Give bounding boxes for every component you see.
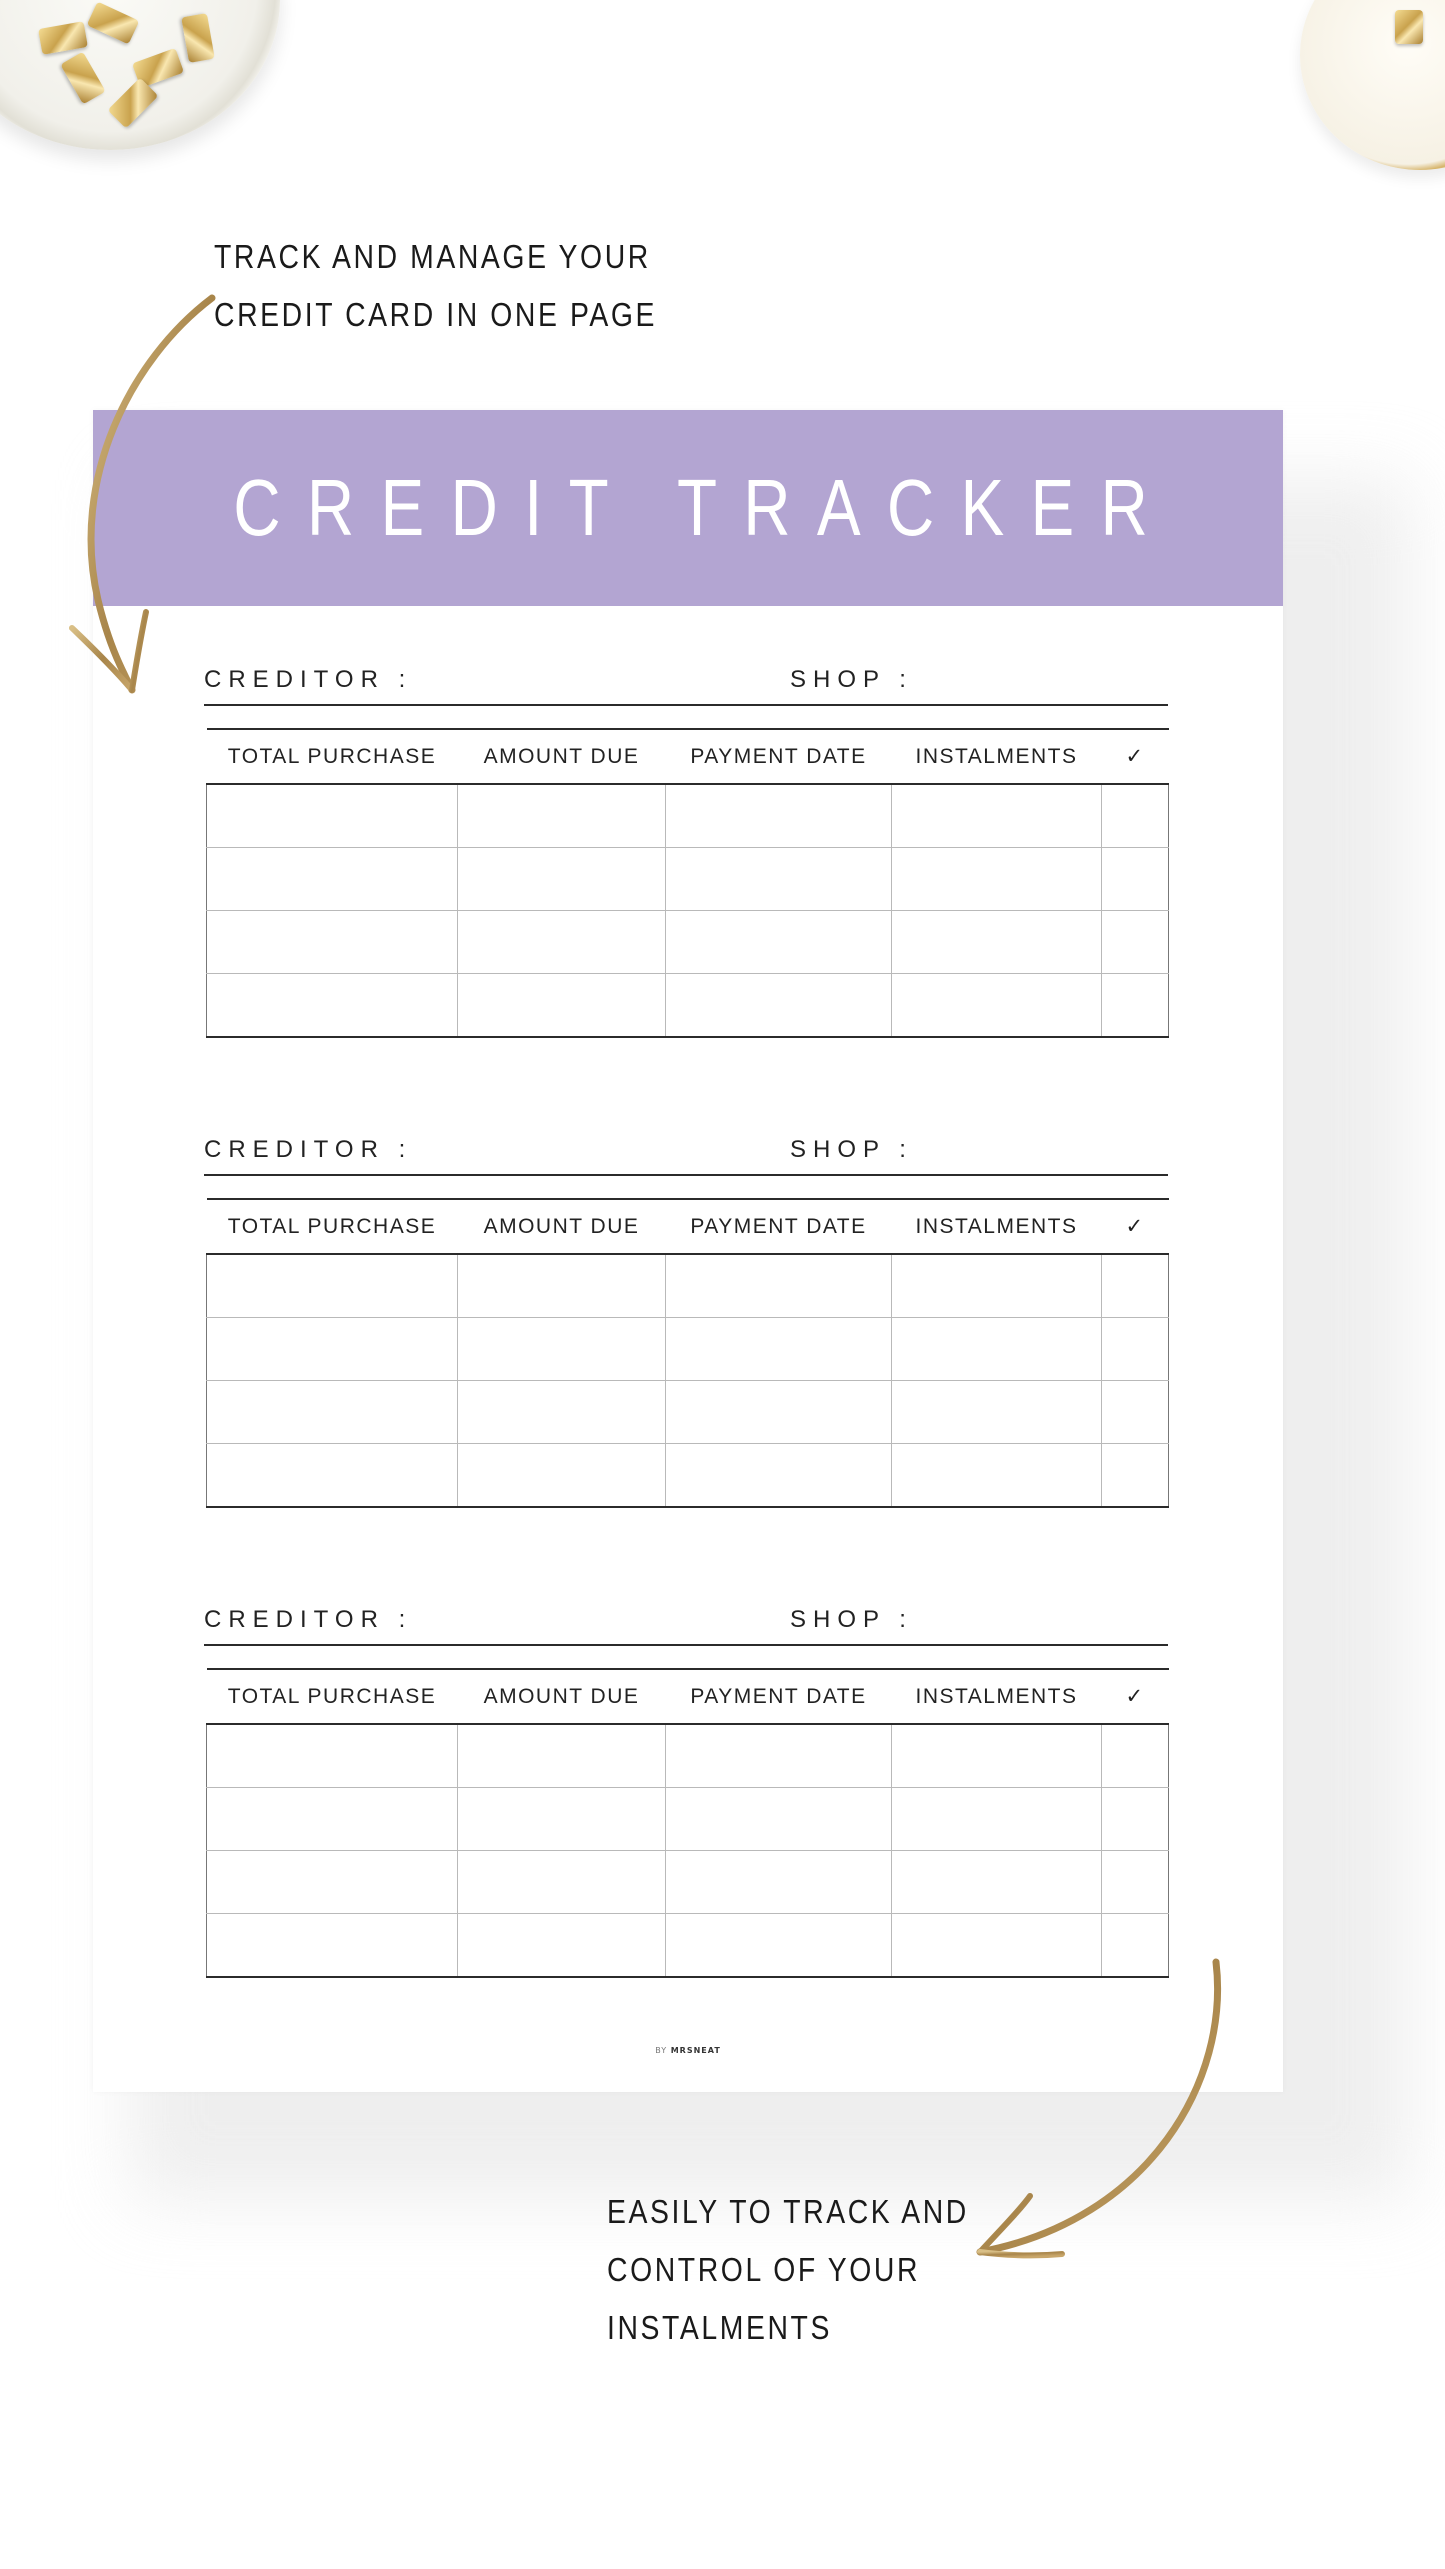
right-curved-arrow-icon — [980, 1962, 1218, 2255]
col-total-purchase: TOTAL PURCHASE — [207, 1199, 458, 1254]
shop-label: SHOP : — [790, 666, 913, 693]
left-curved-arrow-icon — [72, 298, 212, 690]
creditor-label: CREDITOR : — [204, 1606, 413, 1633]
col-instalments: INSTALMENTS — [892, 1669, 1102, 1724]
top-caption-line-2: CREDIT CARD IN ONE PAGE — [214, 296, 658, 333]
col-payment-date: PAYMENT DATE — [666, 729, 892, 784]
page-title: CREDIT TRACKER — [233, 463, 1175, 552]
col-instalments: INSTALMENTS — [892, 1199, 1102, 1254]
bottom-caption-line-2: CONTROL OF YOUR — [607, 2251, 921, 2288]
col-payment-date: PAYMENT DATE — [666, 1199, 892, 1254]
checkmark-icon: ✓ — [1102, 1199, 1169, 1254]
col-amount-due: AMOUNT DUE — [458, 1199, 666, 1254]
bottom-caption-line-3: INSTALMENTS — [607, 2309, 832, 2346]
creditor-label: CREDITOR : — [204, 1136, 413, 1163]
col-amount-due: AMOUNT DUE — [458, 1669, 666, 1724]
shop-label: SHOP : — [790, 1136, 913, 1163]
checkmark-icon: ✓ — [1102, 1669, 1169, 1724]
credit-by: BY — [655, 2046, 668, 2055]
col-total-purchase: TOTAL PURCHASE — [207, 729, 458, 784]
shop-label: SHOP : — [790, 1606, 913, 1633]
bottom-caption-line-1: EASILY TO TRACK AND — [607, 2193, 969, 2230]
credit-brand: MRSNEAT — [670, 2046, 721, 2055]
top-caption-line-1: TRACK AND MANAGE YOUR — [214, 238, 651, 275]
col-instalments: INSTALMENTS — [892, 729, 1102, 784]
col-payment-date: PAYMENT DATE — [666, 1669, 892, 1724]
checkmark-icon: ✓ — [1102, 729, 1169, 784]
creditor-label: CREDITOR : — [204, 666, 413, 693]
col-amount-due: AMOUNT DUE — [458, 729, 666, 784]
col-total-purchase: TOTAL PURCHASE — [207, 1669, 458, 1724]
